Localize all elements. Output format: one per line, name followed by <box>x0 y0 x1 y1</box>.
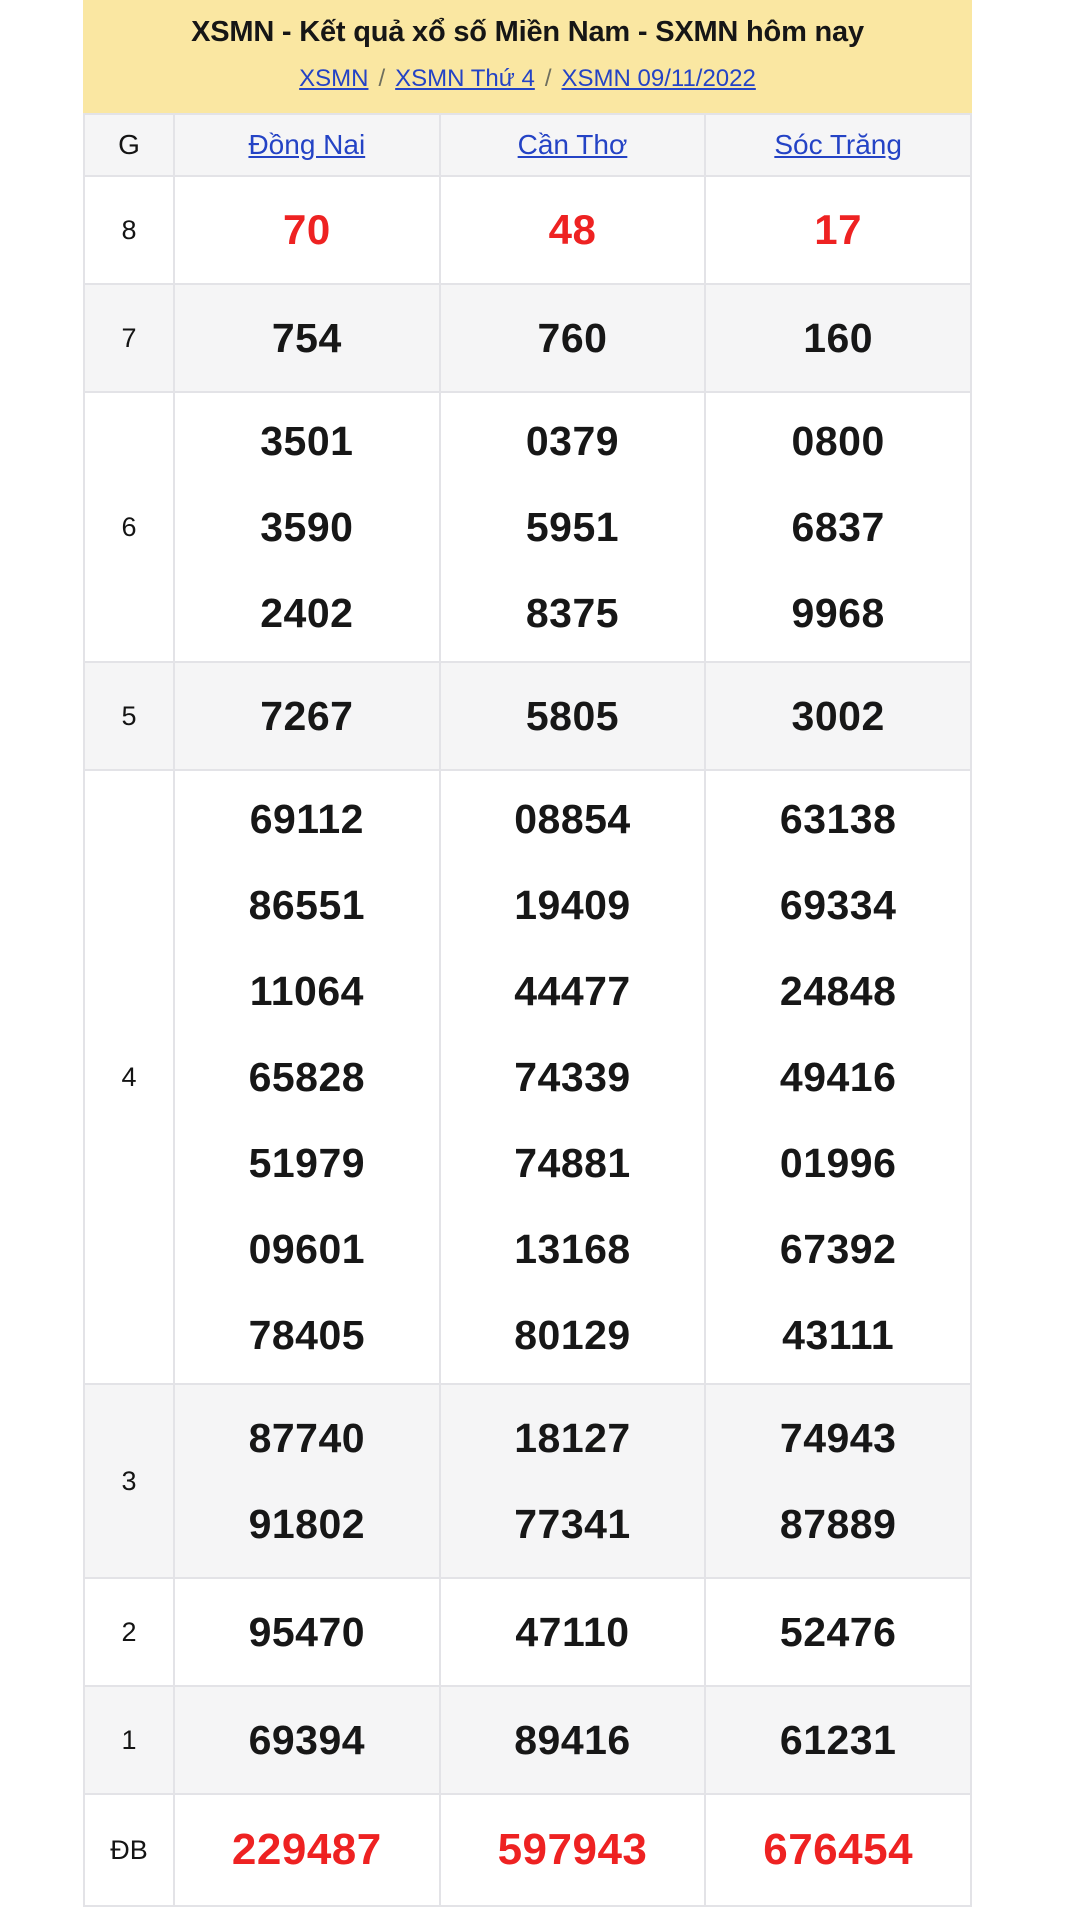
prize-number: 5805 <box>525 692 620 739</box>
prize-cell <box>174 1384 440 1578</box>
prize-number: 24848 <box>779 967 897 1014</box>
prize-cell <box>705 176 971 284</box>
prize-cell <box>705 1578 971 1686</box>
column-link-can-tho[interactable]: Cần Thơ <box>517 129 628 160</box>
breadcrumb-link-xsmn-date[interactable]: XSMN 09/11/2022 <box>561 65 756 92</box>
prize-number: 8375 <box>525 589 620 636</box>
prize-number: 676454 <box>763 1825 914 1874</box>
prize-number: 9968 <box>791 589 885 636</box>
prize-number: 2402 <box>260 589 354 636</box>
prize-number: 95470 <box>248 1608 366 1655</box>
prize-number: 01996 <box>779 1139 897 1186</box>
prize-number: 17 <box>814 206 863 253</box>
prize-number: 754 <box>271 314 342 361</box>
prize-number: 11064 <box>249 967 364 1014</box>
prize-cell <box>174 1794 440 1906</box>
prize-label: 1 <box>84 1686 174 1794</box>
prize-number: 229487 <box>231 1825 382 1874</box>
prize-number: 18127 <box>514 1414 631 1461</box>
prize-number: 160 <box>803 314 874 361</box>
prize-cell <box>174 1578 440 1686</box>
prize-cell <box>174 284 440 392</box>
prize-number: 69394 <box>248 1716 366 1763</box>
prize-cell <box>440 1578 706 1686</box>
prize-number: 3501 <box>260 417 354 464</box>
lottery-results-page <box>83 0 972 1907</box>
prize-number: 47110 <box>515 1608 630 1655</box>
prize-cell <box>174 770 440 1384</box>
table-row <box>84 770 971 1384</box>
prize-number: 09601 <box>248 1225 366 1272</box>
prize-cell <box>440 392 706 662</box>
prize-number: 74339 <box>514 1053 631 1100</box>
prize-cell <box>705 1686 971 1794</box>
prize-number: 77341 <box>514 1500 631 1547</box>
prize-number: 13168 <box>514 1225 631 1272</box>
prize-cell <box>440 1794 706 1906</box>
prize-number: 3002 <box>791 692 885 739</box>
prize-cell <box>705 662 971 770</box>
prize-label: 2 <box>84 1578 174 1686</box>
prize-number: 74881 <box>514 1139 631 1186</box>
table-header-row <box>84 114 971 176</box>
prize-cell <box>440 284 706 392</box>
prize-number: 48 <box>548 206 597 253</box>
breadcrumb-separator: / <box>378 65 386 92</box>
prize-label: 8 <box>84 176 174 284</box>
prize-cell <box>705 1794 971 1906</box>
prize-number: 0379 <box>525 417 620 464</box>
prize-number: 91802 <box>248 1500 366 1547</box>
prize-label: 4 <box>84 770 174 1384</box>
prize-label: 3 <box>84 1384 174 1578</box>
table-row <box>84 1794 971 1906</box>
prize-number: 67392 <box>779 1225 897 1272</box>
prize-number: 78405 <box>248 1311 366 1358</box>
prize-number: 69334 <box>779 881 897 928</box>
prize-number: 65828 <box>248 1053 366 1100</box>
prize-cell <box>705 770 971 1384</box>
table-row <box>84 392 971 662</box>
prize-number: 87889 <box>779 1500 897 1547</box>
prize-label: 6 <box>84 392 174 662</box>
prize-number: 69112 <box>249 795 364 842</box>
prize-number: 597943 <box>497 1825 648 1874</box>
breadcrumb-separator: / <box>544 65 552 92</box>
table-row <box>84 1578 971 1686</box>
prize-label: 5 <box>84 662 174 770</box>
prize-number: 87740 <box>248 1414 366 1461</box>
prize-cell <box>440 662 706 770</box>
prize-cell <box>174 1686 440 1794</box>
page-title: XSMN - Kết quả xổ số Miền Nam - SXMN hôm nay <box>191 16 864 48</box>
prize-cell <box>440 770 706 1384</box>
prize-label: ĐB <box>84 1794 174 1906</box>
prize-cell <box>705 392 971 662</box>
table-row <box>84 284 971 392</box>
breadcrumb-link-xsmn[interactable]: XSMN <box>299 65 369 92</box>
column-link-dong-nai[interactable]: Đồng Nai <box>248 129 366 160</box>
prize-cell <box>440 176 706 284</box>
breadcrumb-link-xsmn-thu-4[interactable]: XSMN Thứ 4 <box>395 65 535 92</box>
prize-number: 86551 <box>248 881 366 928</box>
results-table <box>83 113 972 1907</box>
prize-cell <box>440 1686 706 1794</box>
prize-cell <box>705 284 971 392</box>
prize-number: 3590 <box>260 503 354 550</box>
prize-number: 0800 <box>791 417 885 464</box>
prize-number: 7267 <box>260 692 354 739</box>
prize-cell <box>174 176 440 284</box>
prize-number: 760 <box>537 314 608 361</box>
prize-number: 80129 <box>514 1311 631 1358</box>
prize-number: 51979 <box>248 1139 366 1186</box>
prize-cell <box>174 662 440 770</box>
prize-number: 19409 <box>514 881 631 928</box>
prize-cell <box>705 1384 971 1578</box>
table-row <box>84 1686 971 1794</box>
prize-label: 7 <box>84 284 174 392</box>
prize-number: 5951 <box>525 503 620 550</box>
prize-number: 49416 <box>779 1053 897 1100</box>
prize-cell <box>440 1384 706 1578</box>
column-link-soc-trang[interactable]: Sóc Trăng <box>774 129 902 160</box>
prize-number: 44477 <box>514 967 631 1014</box>
prize-cell <box>174 392 440 662</box>
prize-number: 6837 <box>791 503 885 550</box>
prize-column-header: G <box>84 114 174 176</box>
table-row <box>84 1384 971 1578</box>
prize-number: 63138 <box>779 795 897 842</box>
prize-number: 08854 <box>514 795 631 842</box>
results-header <box>83 0 972 113</box>
prize-number: 89416 <box>514 1716 631 1763</box>
table-row <box>84 662 971 770</box>
breadcrumb <box>83 65 972 93</box>
prize-number: 61231 <box>779 1716 897 1763</box>
table-row <box>84 176 971 284</box>
prize-number: 74943 <box>779 1414 897 1461</box>
prize-number: 52476 <box>779 1608 897 1655</box>
prize-number: 43111 <box>782 1311 895 1358</box>
prize-number: 70 <box>282 206 331 253</box>
